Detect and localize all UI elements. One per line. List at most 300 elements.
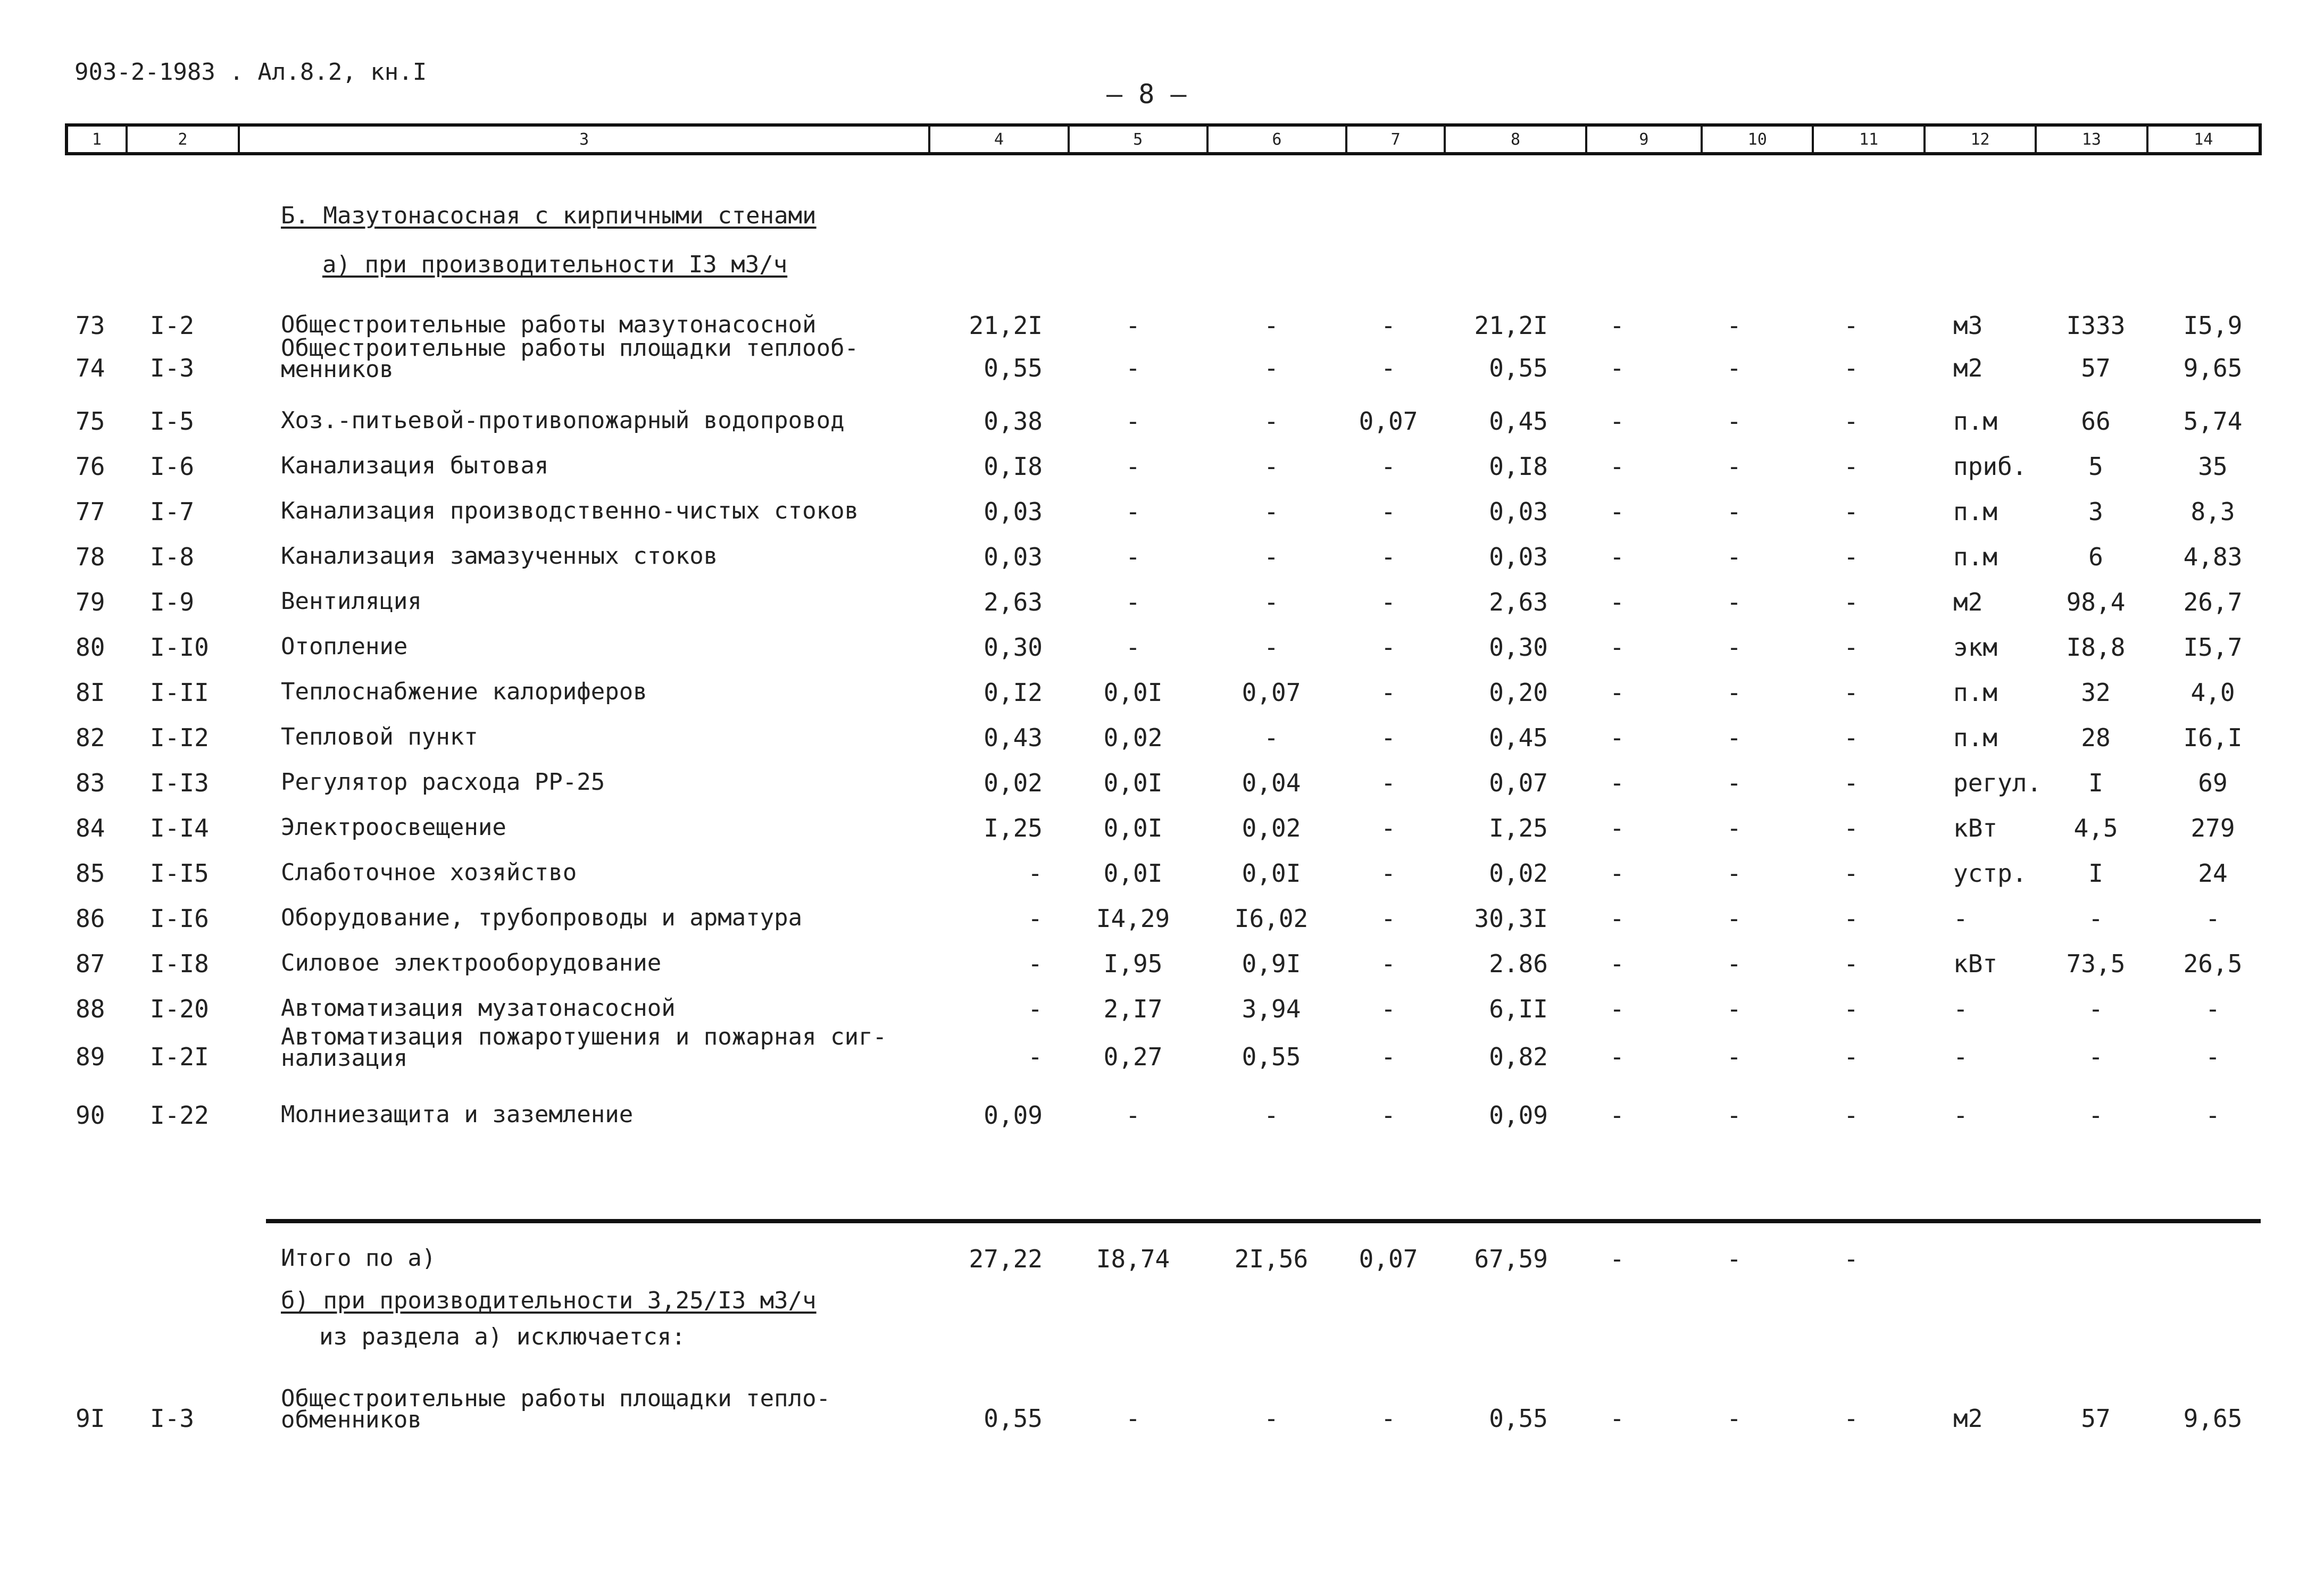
col-6-value: 3,94 [1242, 995, 1301, 1023]
row-number: 79 [76, 588, 105, 616]
col-5-value: 2,I7 [1103, 995, 1163, 1023]
quantity: - [2088, 1042, 2103, 1071]
quantity: 66 [2081, 407, 2111, 436]
item-description [281, 335, 859, 383]
description-line: Электроосвещение [281, 814, 506, 841]
col-9-value: - [1610, 354, 1625, 382]
col-4-value: 0,55 [984, 354, 1043, 382]
table-row [0, 949, 2324, 997]
item-description [281, 633, 407, 660]
col-7-value: - [1381, 995, 1396, 1023]
total-col-4: 27,22 [969, 1245, 1043, 1273]
col-10-value: - [1727, 814, 1742, 842]
col-5-value: 0,0I [1103, 814, 1163, 842]
col-4-value: - [1028, 949, 1043, 978]
unit: - [1953, 904, 1968, 933]
column-header: 14 [2194, 130, 2213, 149]
col-8-value: 0,I8 [1489, 452, 1548, 481]
col-7-value: - [1381, 814, 1396, 842]
col-8-value: 0,30 [1489, 633, 1548, 662]
column-header: 10 [1703, 127, 1814, 152]
table-row [0, 1023, 2324, 1090]
item-code: I-I8 [150, 949, 209, 978]
item-code: I-7 [150, 497, 195, 526]
row-number: 87 [76, 949, 105, 978]
col-10-value: - [1727, 452, 1742, 481]
item-code: I-I0 [150, 633, 209, 662]
col-5-value: I,95 [1103, 949, 1163, 978]
col-9-value: - [1610, 995, 1625, 1023]
col-6-value: - [1264, 354, 1279, 382]
col-8-value: 2.86 [1489, 949, 1548, 978]
col-5-value: - [1126, 407, 1140, 436]
item-description [281, 904, 802, 931]
column-header: 9 [1587, 127, 1703, 152]
item-description [281, 407, 845, 434]
unit: - [1953, 1101, 1968, 1130]
col-9-value: - [1610, 633, 1625, 662]
description-line: Слаботочное хозяйство [281, 859, 577, 886]
col-9-value: - [1610, 949, 1625, 978]
description-line: Автоматизация пожаротушения и пожарная сиг- [281, 1023, 887, 1050]
description-line: Хоз.-питьевой-противопожарный водопровод [281, 407, 845, 434]
col-6-value: - [1264, 407, 1279, 436]
col-5-value: 0,0I [1103, 859, 1163, 888]
col-6-value: - [1264, 633, 1279, 662]
row-number: 83 [76, 769, 105, 797]
col-10-value: - [1727, 1042, 1742, 1071]
col-10-value: - [1727, 769, 1742, 797]
description-line: Вентиляция [281, 588, 422, 615]
row-number: 77 [76, 497, 105, 526]
table-row [0, 452, 2324, 500]
col-11-value: - [1844, 633, 1859, 662]
col-4-value: 0,09 [984, 1101, 1043, 1130]
col-7-value: - [1381, 311, 1396, 340]
col-5-value: - [1126, 1101, 1140, 1130]
column-header: 13 [2037, 127, 2148, 152]
col-8-value: 0,45 [1489, 723, 1548, 752]
item-code: I-22 [150, 1101, 209, 1130]
col-11-value: - [1844, 311, 1859, 340]
quantity: - [2088, 904, 2103, 933]
col-9-value: - [1610, 1404, 1625, 1433]
col-6-value: 0,0I [1242, 859, 1301, 888]
column-header: 11 [1814, 127, 1925, 152]
quantity: - [2088, 995, 2103, 1023]
total-col-10: - [1727, 1245, 1742, 1273]
item-code: I-I3 [150, 769, 209, 797]
unit: - [1953, 995, 1968, 1023]
col-10-value: - [1727, 949, 1742, 978]
quantity: 57 [2081, 1404, 2111, 1433]
unit-cost: 35 [2198, 452, 2228, 481]
table-row [0, 335, 2324, 402]
col-10-value: - [1727, 354, 1742, 382]
unit-cost: I5,9 [2183, 311, 2243, 340]
col-7-value: - [1381, 678, 1396, 707]
col-5-value: - [1126, 633, 1140, 662]
col-7-value: - [1381, 354, 1396, 382]
col-7-value: - [1381, 769, 1396, 797]
col-8-value: 6,II [1489, 995, 1548, 1023]
row-number: 74 [76, 354, 105, 382]
col-7-value: - [1381, 904, 1396, 933]
col-4-value: - [1028, 1042, 1043, 1071]
col-4-value: 0,30 [984, 633, 1043, 662]
row-number: 8I [76, 678, 105, 707]
col-6-value: - [1264, 452, 1279, 481]
unit: кВт [1953, 949, 1998, 978]
item-description [281, 859, 577, 886]
total-col-8: 67,59 [1474, 1245, 1548, 1273]
col-5-value: - [1126, 1404, 1140, 1433]
table-row [0, 814, 2324, 862]
item-code: I-2I [150, 1042, 209, 1071]
quantity: 32 [2081, 678, 2111, 707]
unit: приб. [1953, 452, 2027, 481]
table-row [0, 769, 2324, 816]
col-9-value: - [1610, 723, 1625, 752]
col-6-value: 0,9I [1242, 949, 1301, 978]
item-description [281, 678, 647, 705]
description-line: Автоматизация музатонасосной [281, 995, 676, 1022]
col-8-value: 2,63 [1489, 588, 1548, 616]
table-row [0, 633, 2324, 681]
description-line: Теплоснабжение калориферов [281, 678, 647, 705]
column-header: 5 [1070, 127, 1209, 152]
total-row [0, 1245, 2324, 1292]
col-7-value: - [1381, 452, 1396, 481]
item-code: I-I4 [150, 814, 209, 842]
description-line: Силовое электрооборудование [281, 949, 662, 976]
unit: п.м [1953, 407, 1998, 436]
col-9-value: - [1610, 904, 1625, 933]
unit: экм [1953, 633, 1998, 662]
col-9-value: - [1610, 1042, 1625, 1071]
col-9-value: - [1610, 311, 1625, 340]
quantity: 57 [2081, 354, 2111, 382]
item-description [281, 1023, 887, 1072]
unit: м3 [1953, 311, 1983, 340]
total-label: Итого по а) [281, 1245, 436, 1272]
col-7-value: - [1381, 1404, 1396, 1433]
col-7-value: - [1381, 633, 1396, 662]
col-5-value: 0,0I [1103, 678, 1163, 707]
col-7-value: - [1381, 542, 1396, 571]
col-9-value: - [1610, 678, 1625, 707]
col-10-value: - [1727, 311, 1742, 340]
table-row [0, 588, 2324, 636]
total-col-9: - [1610, 1245, 1625, 1273]
unit-cost: - [2205, 1042, 2220, 1071]
row-number: 84 [76, 814, 105, 842]
col-5-value: - [1126, 354, 1140, 382]
unit: м2 [1953, 588, 1983, 616]
table-row [0, 1101, 2324, 1149]
col-10-value: - [1727, 633, 1742, 662]
col-11-value: - [1844, 678, 1859, 707]
total-col-11: - [1844, 1245, 1859, 1273]
table-row [0, 723, 2324, 771]
unit: кВт [1953, 814, 1998, 842]
row-number: 76 [76, 452, 105, 481]
col-9-value: - [1610, 769, 1625, 797]
item-code: I-I2 [150, 723, 209, 752]
item-description [281, 769, 605, 796]
col-9-value: - [1610, 814, 1625, 842]
quantity: 98,4 [2066, 588, 2126, 616]
table-row [0, 1385, 2324, 1452]
col-4-value: 0,03 [984, 542, 1043, 571]
row-number: 89 [76, 1042, 105, 1071]
col-7-value: - [1381, 588, 1396, 616]
quantity: I [2088, 769, 2103, 797]
col-8-value: 0,82 [1489, 1042, 1548, 1071]
unit: п.м [1953, 542, 1998, 571]
row-number: 78 [76, 542, 105, 571]
col-5-value: I4,29 [1096, 904, 1170, 933]
col-6-value: 0,04 [1242, 769, 1301, 797]
col-6-value: 0,55 [1242, 1042, 1301, 1071]
subsection-b-note: из раздела а) исключается: [319, 1323, 686, 1350]
unit-cost: 9,65 [2183, 1404, 2243, 1433]
col-8-value: 0,02 [1489, 859, 1548, 888]
row-number: 75 [76, 407, 105, 436]
item-code: I-I5 [150, 859, 209, 888]
col-11-value: - [1844, 1404, 1859, 1433]
col-9-value: - [1610, 452, 1625, 481]
table-row [0, 678, 2324, 726]
item-code: I-I6 [150, 904, 209, 933]
col-4-value: - [1028, 859, 1043, 888]
col-11-value: - [1844, 769, 1859, 797]
unit: м2 [1953, 354, 1983, 382]
total-col-5: I8,74 [1096, 1245, 1170, 1273]
table-row [0, 407, 2324, 455]
description-line: Регулятор расхода РР-25 [281, 769, 605, 796]
col-4-value: 0,I8 [984, 452, 1043, 481]
col-8-value: 0,55 [1489, 354, 1548, 382]
col-8-value: 0,07 [1489, 769, 1548, 797]
item-code: I-5 [150, 407, 195, 436]
page-number: — 8 — [1106, 79, 1187, 110]
unit: п.м [1953, 497, 1998, 526]
col-10-value: - [1727, 995, 1742, 1023]
description-line: Оборудование, трубопроводы и арматура [281, 904, 803, 931]
quantity: 28 [2081, 723, 2111, 752]
col-10-value: - [1727, 542, 1742, 571]
unit-cost: 8,3 [2190, 497, 2235, 526]
col-4-value: 0,02 [984, 769, 1043, 797]
col-4-value: - [1028, 904, 1043, 933]
description-line: Канализация производственно-чистых стоков [281, 497, 859, 524]
item-description [281, 1101, 633, 1128]
col-6-value: - [1264, 542, 1279, 571]
item-code: I-20 [150, 995, 209, 1023]
col-7-value: - [1381, 1042, 1396, 1071]
col-6-value: - [1264, 497, 1279, 526]
col-10-value: - [1727, 497, 1742, 526]
col-7-value: - [1381, 859, 1396, 888]
col-8-value: 30,3I [1474, 904, 1548, 933]
description-line: обменников [281, 1406, 422, 1433]
col-7-value: - [1381, 1101, 1396, 1130]
quantity: 4,5 [2073, 814, 2118, 842]
column-header: 7 [1347, 127, 1446, 152]
unit-cost: 24 [2198, 859, 2228, 888]
row-number: 73 [76, 311, 105, 340]
column-header: 8 [1446, 127, 1587, 152]
col-8-value: 0,03 [1489, 542, 1548, 571]
item-description [281, 452, 548, 479]
col-5-value: - [1126, 311, 1140, 340]
col-11-value: - [1844, 995, 1859, 1023]
subsection-b-title: б) при производительности 3,25/I3 м3/ч [281, 1287, 817, 1314]
col-8-value: 0,20 [1489, 678, 1548, 707]
column-header: 3 [240, 127, 930, 152]
row-number: 85 [76, 859, 105, 888]
col-11-value: - [1844, 497, 1859, 526]
col-4-value: 0,43 [984, 723, 1043, 752]
col-6-value: - [1264, 1101, 1279, 1130]
column-header: 12 [1926, 127, 2037, 152]
col-4-value: 0,55 [984, 1404, 1043, 1433]
item-description [281, 723, 478, 750]
unit-cost: 4,0 [2190, 678, 2235, 707]
table-row [0, 497, 2324, 545]
unit-cost: I5,7 [2183, 633, 2243, 662]
col-8-value: 0,45 [1489, 407, 1548, 436]
col-10-value: - [1727, 1404, 1742, 1433]
unit: п.м [1953, 678, 1998, 707]
column-number-header [65, 123, 2262, 155]
col-4-value: 0,38 [984, 407, 1043, 436]
col-5-value: 0,27 [1103, 1042, 1163, 1071]
unit-cost: 9,65 [2183, 354, 2243, 382]
quantity: 5 [2088, 452, 2103, 481]
quantity: I [2088, 859, 2103, 888]
col-9-value: - [1610, 1101, 1625, 1130]
col-4-value: - [1028, 995, 1043, 1023]
col-4-value: 0,I2 [984, 678, 1043, 707]
description-line: Канализация замазученных стоков [281, 542, 718, 570]
col-6-value: - [1264, 1404, 1279, 1433]
unit-cost: 4,83 [2183, 542, 2243, 571]
unit-cost: 69 [2198, 769, 2228, 797]
col-8-value: 21,2I [1474, 311, 1548, 340]
col-9-value: - [1610, 407, 1625, 436]
column-header: 4 [930, 127, 1069, 152]
col-11-value: - [1844, 588, 1859, 616]
description-line: Тепловой пункт [281, 723, 478, 750]
col-6-value: - [1264, 311, 1279, 340]
unit-cost: - [2205, 995, 2220, 1023]
section-title: Б. Мазутонасосная с кирпичными стенами [281, 202, 817, 229]
col-4-value: 0,03 [984, 497, 1043, 526]
col-8-value: 0,09 [1489, 1101, 1548, 1130]
item-code: I-3 [150, 1404, 195, 1433]
col-9-value: - [1610, 588, 1625, 616]
unit: - [1953, 1042, 1968, 1071]
quantity: I8,8 [2066, 633, 2126, 662]
total-divider [266, 1219, 2261, 1223]
description-line: Молниезащита и заземление [281, 1101, 634, 1128]
row-number: 82 [76, 723, 105, 752]
item-code: I-8 [150, 542, 195, 571]
unit-cost: 5,74 [2183, 407, 2243, 436]
column-header: 2 [128, 127, 240, 152]
col-11-value: - [1844, 1101, 1859, 1130]
unit-cost: I6,I [2183, 723, 2243, 752]
col-7-value: - [1381, 497, 1396, 526]
column-header: 6 [1209, 127, 1347, 152]
col-8-value: I,25 [1489, 814, 1548, 842]
col-8-value: 0,03 [1489, 497, 1548, 526]
col-9-value: - [1610, 497, 1625, 526]
col-11-value: - [1844, 452, 1859, 481]
unit-cost: 279 [2190, 814, 2235, 842]
col-7-value: 0,07 [1359, 407, 1418, 436]
document-code: 903-2-1983 . Ал.8.2, кн.I [74, 59, 427, 86]
col-5-value: - [1126, 588, 1140, 616]
row-number: 88 [76, 995, 105, 1023]
item-code: I-6 [150, 452, 195, 481]
quantity: 73,5 [2066, 949, 2126, 978]
col-5-value: 0,02 [1103, 723, 1163, 752]
unit: устр. [1953, 859, 2027, 888]
col-6-value: I6,02 [1234, 904, 1309, 933]
item-description [281, 542, 718, 570]
col-5-value: - [1126, 452, 1140, 481]
col-11-value: - [1844, 904, 1859, 933]
col-11-value: - [1844, 542, 1859, 571]
item-description [281, 949, 661, 976]
col-8-value: 0,55 [1489, 1404, 1548, 1433]
col-10-value: - [1727, 904, 1742, 933]
column-header: 1 [68, 127, 128, 152]
item-description [281, 497, 859, 524]
total-col-7: 0,07 [1359, 1245, 1418, 1273]
item-description [281, 1385, 831, 1433]
col-11-value: - [1844, 859, 1859, 888]
total-col-6: 2I,56 [1234, 1245, 1309, 1273]
row-number: 9I [76, 1404, 105, 1433]
table-row [0, 542, 2324, 590]
description-line: Общестроительные работы площадки тепло- [281, 1385, 831, 1412]
col-11-value: - [1844, 723, 1859, 752]
col-9-value: - [1610, 859, 1625, 888]
col-11-value: - [1844, 814, 1859, 842]
item-code: I-2 [150, 311, 195, 340]
col-5-value: 0,0I [1103, 769, 1163, 797]
item-code: I-9 [150, 588, 195, 616]
quantity: - [2088, 1101, 2103, 1130]
col-11-value: - [1844, 949, 1859, 978]
description-line: Общестроительные работы площадки теплооб- [281, 335, 859, 362]
unit-cost: - [2205, 904, 2220, 933]
col-6-value: 0,07 [1242, 678, 1301, 707]
col-10-value: - [1727, 723, 1742, 752]
col-11-value: - [1844, 354, 1859, 382]
col-6-value: - [1264, 723, 1279, 752]
item-description [281, 588, 422, 615]
col-5-value: - [1126, 497, 1140, 526]
col-11-value: - [1844, 407, 1859, 436]
col-10-value: - [1727, 588, 1742, 616]
col-10-value: - [1727, 678, 1742, 707]
unit-cost: 26,7 [2183, 588, 2243, 616]
